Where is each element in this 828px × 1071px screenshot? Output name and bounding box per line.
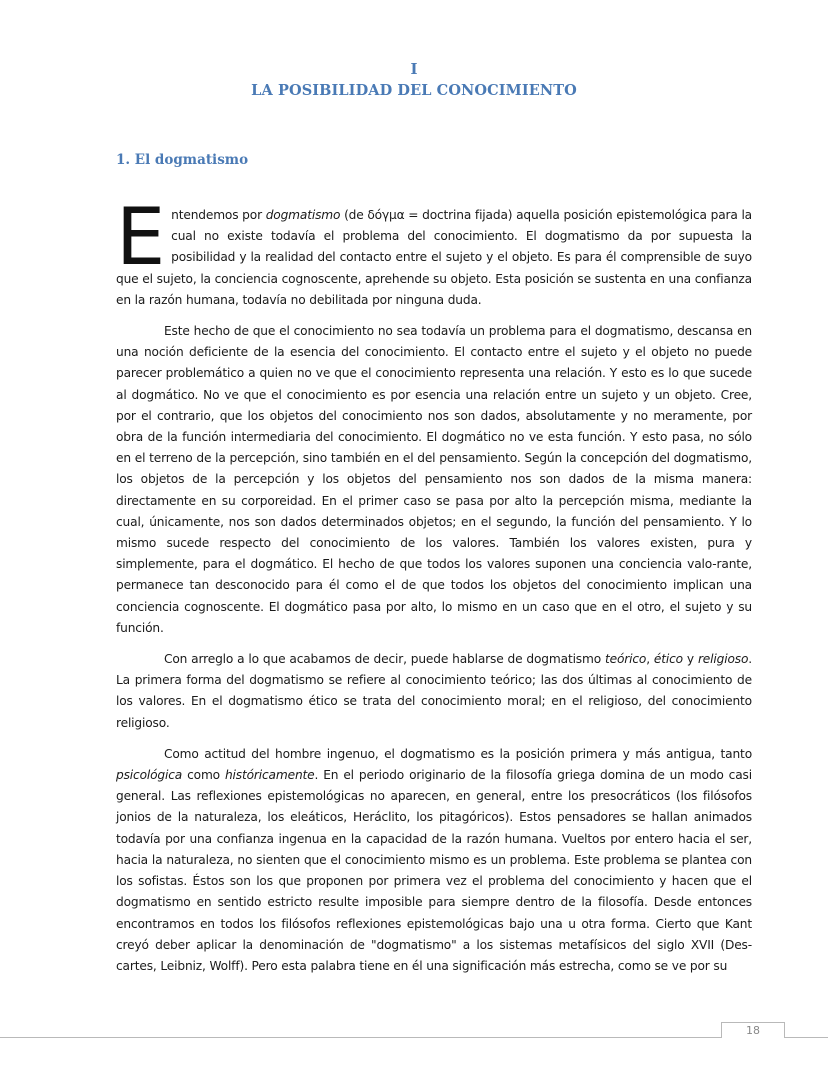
- paragraph-3-text-b: ,: [646, 652, 654, 667]
- chapter-title: LA POSIBILIDAD DEL CONOCIMIENTO: [251, 82, 577, 99]
- paragraph-4-emphasis-psicologica: psicológica: [116, 768, 183, 783]
- paragraph-3-text-d: . La primera forma del dogmatismo se refiere al conocimiento teórico; las dos últimas al conocimiento de los valores. En el dogmatismo ético se trata del conocimiento moral; en el religioso, del conocimiento religioso.: [116, 652, 752, 730]
- section-heading: 1. El dogmatismo: [116, 152, 249, 168]
- paragraph-3: [116, 649, 752, 734]
- drop-cap: E: [116, 193, 166, 283]
- paragraph-3-text-c: y: [682, 652, 698, 667]
- paragraph-1-text-a: ntendemos por: [171, 208, 266, 222]
- chapter-number: I: [410, 60, 418, 78]
- paragraph-1-text-b: (de δόγμα = doctrina fijada) aquella posición epistemológica para la cual no existe todavía el problema del conocimiento. El dogmatismo da por supuesta la posibilidad y la realidad del contacto entre el sujeto y el objeto. Es para él comprensible de suyo que el sujeto, la conciencia cognoscente, aprehende su objeto. Esta posición se sustenta en una confianza en la razón humana, todavía no debilitada por ninguna duda.: [116, 208, 752, 307]
- page-number: 18: [721, 1022, 785, 1038]
- paragraph-2: Este hecho de que el conocimiento no sea todavía un problema para el dogmatismo, descansa en una noción deficiente de la esencia del conocimiento. El contacto entre el sujeto y el objeto no puede parecer problemático a quien no ve que el conocimiento representa una relación. Y esto es lo que sucede al dogmático. No ve que el conocimiento es por esencia una relación entre un sujeto y un objeto. Cree, por el contrario, que los objetos del conocimiento nos son dados, absolutamente y no meramente, por obra de la función intermediaria del conocimiento. El dogmático no ve esta función. Y esto pasa, no sólo en el terreno de la percepción, sino también en el del pensamiento. Según la concepción del dogmatismo, los objetos de la percepción y los objetos del pensamiento nos son dados de la misma manera: directamente en su corporeidad. En el primer caso se pasa por alto la percepción misma, mediante la cual, únicamente, nos son dados determinados objetos; en el segundo, la función del pensamiento. Y lo mismo sucede respecto del conocimiento de los valores. También los valores existen, pura y simplemente, para el dogmático. El hecho de que todos los valores suponen una conciencia valo-rante, permanece tan desconocido para él como el de que todos los objetos del conocimiento implican una conciencia cognoscente. El dogmático pasa por alto, lo mismo en un caso que en el otro, el sujeto y su función.: [116, 324, 752, 635]
- paragraph-3-emphasis-religioso: religioso: [697, 652, 749, 667]
- paragraph-3-emphasis-teorico: teórico: [604, 652, 647, 667]
- paragraph-1: [116, 193, 752, 311]
- paragraph-4-text-b: como: [182, 768, 225, 783]
- paragraph-4-emphasis-historicamente: históricamente: [224, 768, 315, 783]
- footer-rule: [0, 1037, 828, 1038]
- body-text: [116, 193, 752, 987]
- paragraph-1-emphasis: dogmatismo: [265, 208, 341, 222]
- paragraph-4-text-c: . En el periodo originario de la filosofía griega domina de un modo casi general. Las reflexiones epistemológicas no aparecen, en general, entre los presocráticos (los filósofos jonios de la naturaleza, los eleáticos, Heráclito, los pitagóricos). Estos pensadores se hallan animados todavía por una confianza ingenua en la capacidad de la razón humana. Vueltos por entero hacia el ser, hacia la naturaleza, no sienten que el conocimiento mismo es un problema. Este problema se plantea con los sofistas. Éstos son los que proponen por primera vez el problema del conocimiento y hacen que el dogmatismo en sentido estricto resulte imposible para siempre dentro de la filosofía. Desde entonces encontramos en todos los filósofos reflexiones epistemológicas bajo una u otra forma. Cierto que Kant creyó deber aplicar la denominación de "dogmatismo" a los sistemas metafísicos del siglo XVII (Des-cartes, Leibniz, Wolff). Pero esta palabra tiene en él una significación más estrecha, como se ve por su: [116, 768, 752, 973]
- paragraph-3-text-a: Con arreglo a lo que acabamos de decir, puede hablarse de dogmatismo: [164, 652, 605, 667]
- paragraph-4-text-a: Como actitud del hombre ingenuo, el dogmatismo es la posición primera y más antigua, tanto: [164, 746, 752, 761]
- paragraph-4: [116, 744, 752, 977]
- paragraph-3-emphasis-etico: ético: [653, 652, 683, 667]
